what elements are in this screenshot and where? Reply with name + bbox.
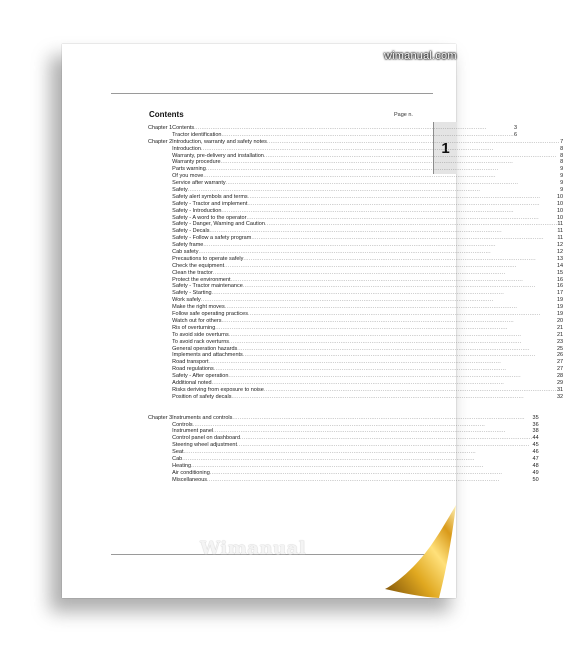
- toc-entry-page: 19: [557, 304, 563, 311]
- toc-entry-title: Safety frame: [172, 242, 204, 249]
- dot-leader: [224, 263, 557, 270]
- toc-entry: [172, 173, 563, 180]
- toc-entry: [172, 180, 563, 187]
- toc-entry: [172, 366, 563, 373]
- toc-entry: [172, 470, 539, 477]
- dot-leader: [213, 428, 532, 435]
- toc-entry: [172, 166, 563, 173]
- toc-entry-page: 44: [532, 435, 539, 442]
- toc-entry-title: Ris of overturning: [172, 324, 216, 331]
- toc-entry-title: To avoid rack overturns: [172, 338, 230, 345]
- toc-entry: [172, 373, 563, 380]
- toc-entry: [172, 463, 539, 470]
- dot-leader: [237, 442, 533, 449]
- toc-entry-page: 50: [532, 476, 539, 483]
- toc-entry-page: 20: [557, 317, 563, 324]
- toc-entry-page: 49: [532, 469, 539, 476]
- dot-leader: [264, 387, 557, 394]
- toc-entry: [172, 208, 563, 215]
- toc-entry-page: 16: [557, 276, 563, 283]
- toc-entry-title: Follow safe operating practices: [172, 311, 248, 318]
- toc-entry-title: Safety - Follow a safety program: [172, 235, 252, 242]
- toc-entry-page: 36: [532, 421, 539, 428]
- toc-entry-page: 8: [560, 145, 563, 152]
- chapter-tab-number: 1: [441, 139, 450, 157]
- toc-entry: [172, 270, 563, 277]
- toc-entry-page: 26: [557, 352, 563, 359]
- toc-entry-title: Safety - A word to the operator: [172, 214, 247, 221]
- chapter-entries: [172, 415, 539, 484]
- toc-entry-title: To avoid side overturns: [172, 331, 229, 338]
- toc-entry-title: Clean the tractor: [172, 269, 213, 276]
- page-column-label: Page n.: [394, 112, 413, 118]
- toc-entry-title: Precautions to operate safely: [172, 255, 244, 262]
- dot-leader: [221, 132, 514, 139]
- toc-entry: [172, 311, 563, 318]
- toc-entry: [172, 221, 563, 228]
- dot-leader: [237, 346, 557, 353]
- toc-entry-title: Check the equipment: [172, 262, 225, 269]
- toc-entry-page: 9: [560, 173, 563, 180]
- toc-entry: [172, 153, 563, 160]
- toc-entry: [172, 477, 539, 484]
- brand-logo: Wimanual: [200, 538, 307, 559]
- toc-entry: [172, 256, 563, 263]
- toc-entry-page: 7: [560, 138, 563, 145]
- toc-entry-title: Instrument panel: [172, 428, 214, 435]
- toc-entry-page: 9: [560, 166, 563, 173]
- toc-entry-page: 11: [557, 221, 563, 228]
- toc-entry-page: 28: [557, 373, 563, 380]
- dot-leader: [231, 394, 557, 401]
- page-title: Contents: [149, 110, 184, 119]
- toc-entry-title: Additional noted: [172, 379, 212, 386]
- toc-entry-page: 11: [557, 235, 563, 242]
- dot-leader: [248, 194, 557, 201]
- toc-entry: [172, 339, 563, 346]
- toc-entry-title: Tractor identification: [172, 131, 222, 138]
- dot-leader: [232, 415, 532, 422]
- toc-entry-page: 31: [557, 386, 563, 393]
- toc-entry: [172, 187, 563, 194]
- chapter-entries: [172, 139, 563, 401]
- toc-entry: [172, 132, 517, 139]
- watermark: wimanual.com: [384, 50, 457, 62]
- toc-entry: [172, 242, 563, 249]
- toc-entry-page: 25: [557, 345, 563, 352]
- dot-leader: [193, 422, 533, 429]
- toc-entry-title: Introduction, warranty and safety notes: [172, 138, 267, 145]
- dot-leader: [203, 173, 560, 180]
- toc-entry-page: 46: [532, 449, 539, 456]
- toc-entry-title: Seat: [172, 449, 184, 456]
- toc-entry-title: Safety: [172, 187, 188, 194]
- toc-entry-page: 8: [560, 159, 563, 166]
- toc-entry: [172, 449, 539, 456]
- dot-leader: [210, 470, 533, 477]
- toc-entry-page: 35: [532, 414, 539, 421]
- dot-leader: [198, 249, 557, 256]
- dot-leader: [243, 352, 557, 359]
- toc-entry-title: Road transport: [172, 359, 209, 366]
- dot-leader: [228, 373, 557, 380]
- toc-entry-page: 14: [557, 262, 563, 269]
- toc-entry: [172, 415, 539, 422]
- dot-leader: [265, 221, 558, 228]
- toc-entry-title: Heating: [172, 462, 192, 469]
- toc-entry-page: 45: [532, 442, 539, 449]
- table-of-contents: [148, 125, 563, 484]
- dot-leader: [221, 318, 557, 325]
- toc-entry: [172, 146, 563, 153]
- chapter-label: Chapter 3: [148, 414, 173, 421]
- toc-entry-title: Miscellaneous: [172, 476, 208, 483]
- dot-leader: [243, 256, 557, 263]
- dot-leader: [194, 125, 514, 132]
- toc-entry-title: Safety - Danger, Warning and Caution: [172, 221, 265, 228]
- dot-leader: [251, 235, 557, 242]
- dot-leader: [191, 463, 532, 470]
- toc-entry: [172, 277, 563, 284]
- toc-entry: [172, 422, 539, 429]
- dot-leader: [209, 228, 557, 235]
- toc-entry-title: Risks deriving from exposure to noise: [172, 386, 264, 393]
- toc-entry-title: Controls: [172, 421, 193, 428]
- toc-entry-page: 3: [513, 125, 518, 131]
- toc-entry: [172, 235, 563, 242]
- dot-leader: [221, 159, 561, 166]
- dot-leader: [267, 139, 560, 146]
- toc-entry: [172, 159, 563, 166]
- chapter-section: [148, 138, 563, 401]
- toc-entry-title: Introduction: [172, 145, 201, 152]
- toc-entry-title: Road regulations: [172, 366, 214, 373]
- toc-entry-title: Implements and attachments: [172, 352, 243, 359]
- toc-entry: [172, 352, 563, 359]
- toc-entry: [172, 428, 539, 435]
- dot-leader: [183, 449, 532, 456]
- toc-entry: [172, 215, 563, 222]
- toc-entry: [172, 201, 563, 208]
- dot-leader: [212, 290, 557, 297]
- toc-entry-page: 10: [557, 214, 563, 221]
- top-rule: [111, 93, 433, 94]
- toc-entry: [172, 456, 539, 463]
- dot-leader: [229, 339, 557, 346]
- toc-entry-title: Instruments and controls: [172, 414, 233, 421]
- toc-entry-page: 47: [532, 455, 539, 462]
- dot-leader: [203, 242, 557, 249]
- toc-entry-title: Control panel on dashboard: [172, 435, 241, 442]
- toc-entry: [172, 297, 563, 304]
- toc-entry: [172, 249, 563, 256]
- page-curl-icon: [383, 505, 458, 600]
- toc-entry-page: 11: [557, 228, 563, 235]
- toc-entry-page: 9: [560, 187, 563, 194]
- toc-entry: [172, 263, 563, 270]
- dot-leader: [207, 477, 533, 484]
- dot-leader: [231, 277, 557, 284]
- toc-entry-page: 6: [513, 131, 518, 138]
- toc-entry-page: 19: [557, 297, 563, 304]
- toc-entry: [172, 325, 563, 332]
- toc-entry: [172, 139, 563, 146]
- toc-entry-page: 32: [557, 393, 563, 400]
- toc-entry-title: Service after warranty: [172, 180, 226, 187]
- toc-entry: [172, 283, 563, 290]
- toc-entry-title: Safety - After operation: [172, 373, 229, 380]
- toc-entry-title: Position of safety decals: [172, 393, 232, 400]
- dot-leader: [188, 187, 560, 194]
- chapter-section: [148, 125, 518, 139]
- toc-entry-title: Safety - Decals: [172, 228, 210, 235]
- toc-entry: [172, 346, 563, 353]
- toc-entry-title: Parts warning: [172, 166, 206, 173]
- toc-entry: [172, 442, 539, 449]
- toc-entry-title: Warranty, pre-delivery and installation: [172, 152, 264, 159]
- toc-entry-title: Contents: [172, 125, 195, 131]
- toc-entry-title: General operation hazards: [172, 345, 238, 352]
- toc-entry-page: 48: [532, 462, 539, 469]
- toc-entry: [172, 318, 563, 325]
- toc-entry-page: 13: [557, 255, 563, 262]
- toc-entry-title: Safety - Starting: [172, 290, 212, 297]
- toc-entry-title: Of you move: [172, 173, 204, 180]
- dot-leader: [243, 283, 557, 290]
- toc-entry: [172, 387, 563, 394]
- toc-entry: [172, 290, 563, 297]
- dot-leader: [201, 146, 560, 153]
- toc-entry-page: 38: [532, 428, 539, 435]
- toc-entry-page: 9: [560, 180, 563, 187]
- toc-entry-title: Safety - Tractor maintenance: [172, 283, 243, 290]
- toc-entry-title: Warranty procedure: [172, 159, 221, 166]
- toc-entry: [172, 359, 563, 366]
- toc-entry-title: Safety - Tractor and implement: [172, 200, 248, 207]
- toc-entry-page: 17: [557, 290, 563, 297]
- chapter-label: Chapter 1: [148, 125, 173, 131]
- toc-entry-title: Air conditioning: [172, 469, 210, 476]
- dot-leader: [221, 208, 557, 215]
- chapter-section: [148, 414, 539, 484]
- toc-entry: [172, 332, 563, 339]
- dot-leader: [215, 325, 557, 332]
- toc-entry-title: Work safely: [172, 297, 201, 304]
- dot-leader: [247, 201, 557, 208]
- dot-leader: [206, 166, 560, 173]
- dot-leader: [213, 270, 557, 277]
- chapter-gap: [148, 401, 418, 415]
- toc-entry: [172, 394, 563, 401]
- dot-leader: [212, 380, 557, 387]
- dot-leader: [240, 435, 533, 442]
- chapter-entries: [172, 125, 517, 139]
- chapter-label: Chapter 2: [148, 138, 173, 145]
- toc-entry: [172, 380, 563, 387]
- toc-entry-title: Safety - Introduction: [172, 207, 222, 214]
- dot-leader: [248, 311, 557, 318]
- toc-entry-title: Protect the environment: [172, 276, 231, 283]
- toc-entry: [172, 228, 563, 235]
- toc-entry-page: 19: [557, 311, 563, 318]
- dot-leader: [214, 366, 557, 373]
- toc-entry-page: 29: [557, 379, 563, 386]
- toc-entry-title: Safety alert symbols and terms: [172, 193, 248, 200]
- toc-entry-page: 12: [557, 242, 563, 249]
- dot-leader: [264, 153, 560, 160]
- dot-leader: [209, 359, 557, 366]
- toc-entry-title: Make the right moves: [172, 304, 225, 311]
- dot-leader: [246, 215, 557, 222]
- toc-entry: [172, 435, 539, 442]
- toc-entry-title: Cab: [172, 455, 183, 462]
- toc-entry: [172, 194, 563, 201]
- dot-leader: [182, 456, 532, 463]
- toc-entry-page: 23: [557, 338, 563, 345]
- toc-entry-page: 16: [557, 283, 563, 290]
- toc-entry-page: 10: [557, 207, 563, 214]
- toc-entry-page: 21: [557, 324, 563, 331]
- toc-entry: [172, 304, 563, 311]
- toc-entry: [172, 125, 517, 132]
- toc-entry-page: 10: [557, 200, 563, 207]
- toc-entry-page: 8: [560, 152, 563, 159]
- toc-entry-page: 12: [557, 249, 563, 256]
- toc-entry-page: 21: [557, 331, 563, 338]
- toc-entry-page: 27: [557, 366, 563, 373]
- toc-entry-title: Cab safety: [172, 249, 199, 256]
- toc-entry-page: 27: [557, 359, 563, 366]
- dot-leader: [225, 304, 557, 311]
- dot-leader: [201, 297, 557, 304]
- toc-entry-page: 10: [557, 193, 563, 200]
- toc-entry-title: Steering wheel adjustment: [172, 442, 237, 449]
- toc-entry-title: Watch out for others: [172, 317, 222, 324]
- dot-leader: [229, 332, 557, 339]
- toc-entry-page: 15: [557, 269, 563, 276]
- dot-leader: [226, 180, 560, 187]
